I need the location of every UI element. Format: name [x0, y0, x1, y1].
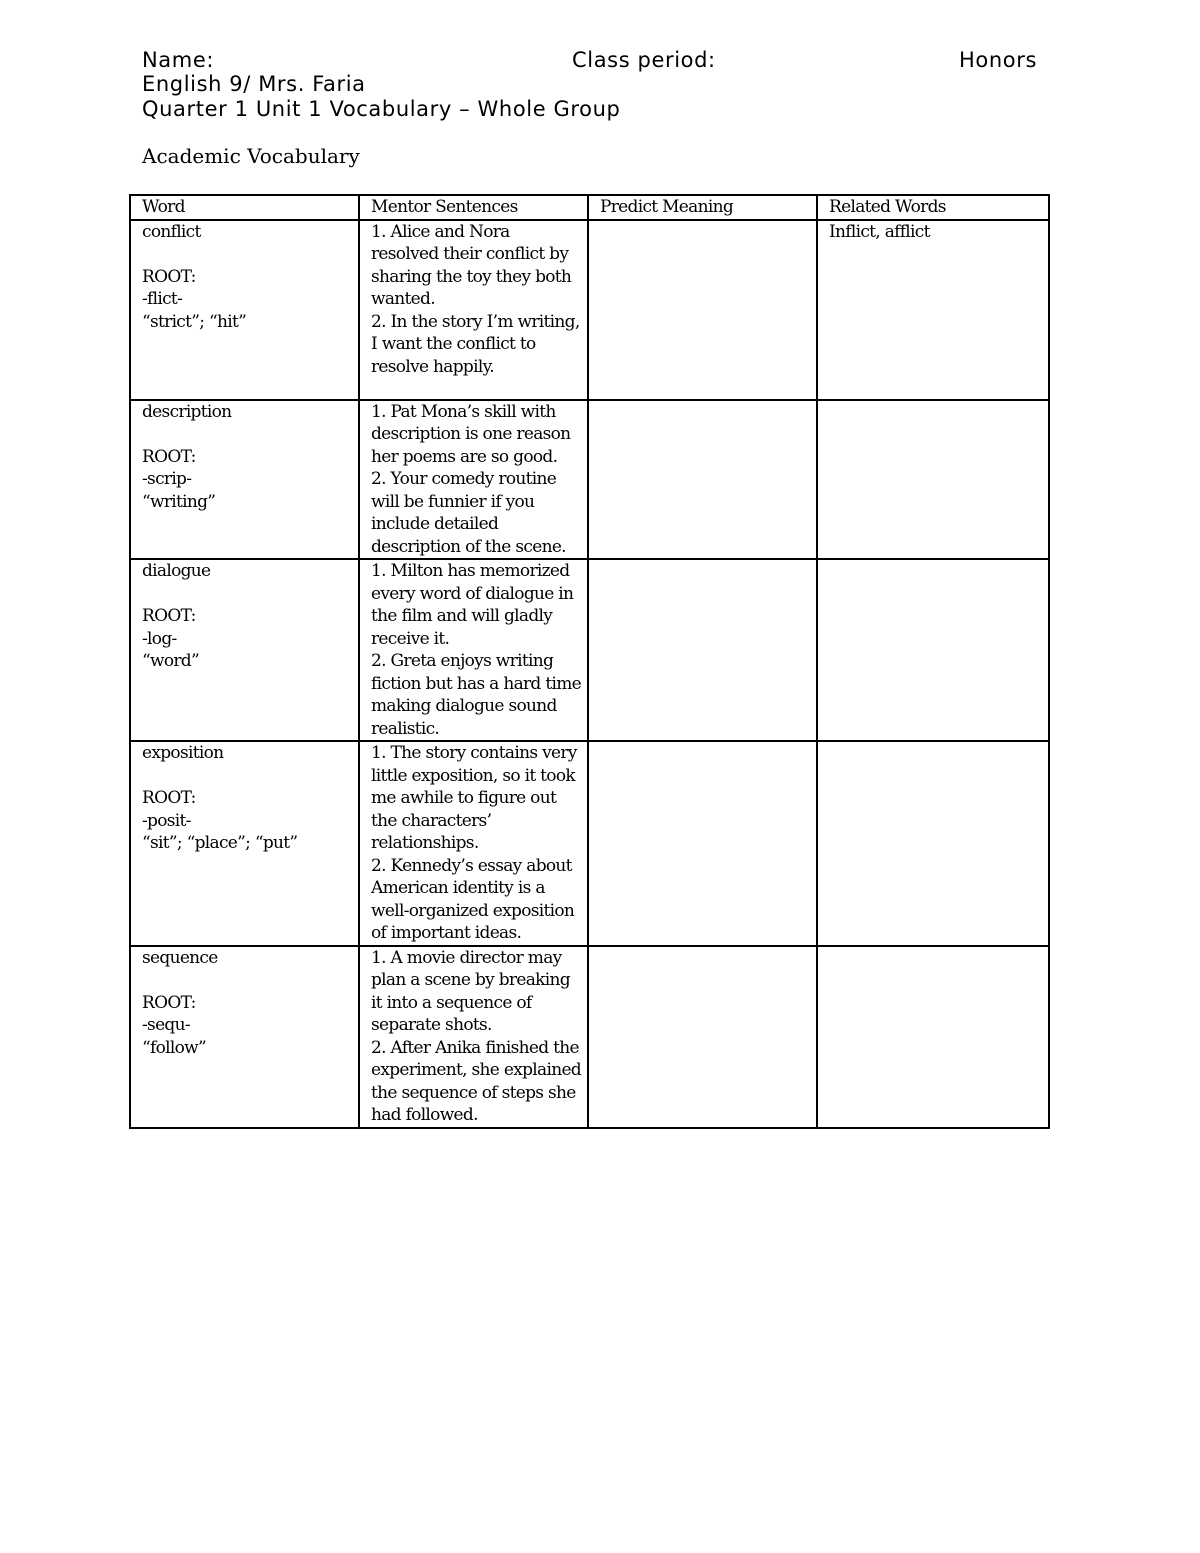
spacer	[142, 423, 352, 446]
root-meaning: “word”	[142, 651, 199, 671]
related-words-cell[interactable]	[817, 741, 1049, 946]
word: sequence	[142, 947, 218, 968]
word: dialogue	[142, 561, 211, 581]
root-label: ROOT:	[142, 266, 196, 287]
root-meaning: “sit”; “place”; “put”	[142, 833, 298, 853]
word: exposition	[142, 743, 224, 763]
table-row	[130, 400, 1049, 560]
section-title: Academic Vocabulary	[142, 144, 360, 168]
root-meaning: “strict”; “hit”	[142, 311, 247, 332]
column-header-word: Word	[130, 195, 359, 220]
course-title: English 9/ Mrs. Faria	[142, 72, 366, 96]
related-words-cell[interactable]	[817, 946, 1049, 1128]
mentor-sentence-1: 1. Pat Mona’s skill with description is one reason her poems are so good.	[371, 401, 571, 467]
table-row	[130, 946, 1049, 1128]
word: description	[142, 401, 232, 422]
mentor-sentences-cell	[359, 741, 588, 946]
related-words-cell[interactable]	[817, 400, 1049, 560]
root: -sequ-	[142, 1015, 190, 1035]
mentor-sentences-cell	[359, 946, 588, 1128]
column-header-related-words: Related Words	[817, 195, 1049, 220]
mentor-sentence-2: 2. Greta enjoys writing fiction but has a hard time making dialogue sound realistic.	[371, 651, 581, 739]
root-meaning: “writing”	[142, 491, 216, 512]
mentor-sentence-1: 1. The story contains very little exposition, so it took me awhile to figure out the characters’ relationships.	[371, 743, 577, 853]
column-header-mentor-sentences: Mentor Sentences	[359, 195, 588, 220]
root: -log-	[142, 628, 177, 649]
mentor-sentences-cell	[359, 220, 588, 400]
word: conflict	[142, 221, 201, 242]
root: -posit-	[142, 810, 191, 831]
word-cell	[130, 946, 359, 1128]
mentor-sentence-1: 1. A movie director may plan a scene by breaking it into a sequence of separate shots.	[371, 947, 570, 1035]
root-label: ROOT:	[142, 992, 196, 1013]
word-cell	[130, 220, 359, 400]
related-words-cell[interactable]: Inflict, afflict	[817, 220, 1049, 400]
mentor-sentences-cell	[359, 559, 588, 741]
predict-meaning-cell[interactable]	[588, 946, 817, 1128]
vocabulary-table	[129, 194, 1050, 1129]
mentor-sentence-2: 2. Kennedy’s essay about American identity is a well-organized exposition of important ideas.	[371, 855, 575, 943]
mentor-sentence-2: 2. Your comedy routine will be funnier if you include detailed description of the scene.	[371, 469, 566, 557]
predict-meaning-cell[interactable]	[588, 741, 817, 946]
header-line	[142, 48, 1037, 74]
root-label: ROOT:	[142, 446, 196, 467]
mentor-sentence-1: 1. Alice and Nora resolved their conflict by sharing the toy they both wanted.	[371, 221, 572, 309]
word-cell	[130, 400, 359, 560]
name-label: Name:	[142, 48, 215, 72]
root-label: ROOT:	[142, 606, 196, 626]
root-meaning: “follow”	[142, 1037, 206, 1058]
column-header-predict-meaning: Predict Meaning	[588, 195, 817, 220]
predict-meaning-cell[interactable]	[588, 220, 817, 400]
honors-label: Honors	[959, 48, 1037, 72]
table-row	[130, 559, 1049, 741]
predict-meaning-cell[interactable]	[588, 559, 817, 741]
spacer	[142, 243, 352, 266]
class-period-label: Class period:	[572, 48, 716, 72]
mentor-sentence-2: 2. In the story I’m writing, I want the conflict to resolve happily.	[371, 311, 580, 377]
table-row	[130, 741, 1049, 946]
table-row	[130, 220, 1049, 400]
mentor-sentences-cell	[359, 400, 588, 560]
spacer	[142, 969, 352, 992]
spacer	[142, 765, 352, 788]
word-cell	[130, 741, 359, 946]
root: -flict-	[142, 289, 183, 309]
mentor-sentence-2: 2. After Anika finished the experiment, she explained the sequence of steps she had followed.	[371, 1037, 581, 1125]
root: -scrip-	[142, 469, 192, 489]
mentor-sentence-1: 1. Milton has memorized every word of dialogue in the film and will gladly receive it.	[371, 561, 574, 649]
predict-meaning-cell[interactable]	[588, 400, 817, 560]
spacer	[142, 583, 352, 606]
table-header-row	[130, 195, 1049, 220]
related-words-cell[interactable]	[817, 559, 1049, 741]
word-cell	[130, 559, 359, 741]
root-label: ROOT:	[142, 788, 196, 808]
unit-title: Quarter 1 Unit 1 Vocabulary – Whole Group	[142, 97, 621, 121]
